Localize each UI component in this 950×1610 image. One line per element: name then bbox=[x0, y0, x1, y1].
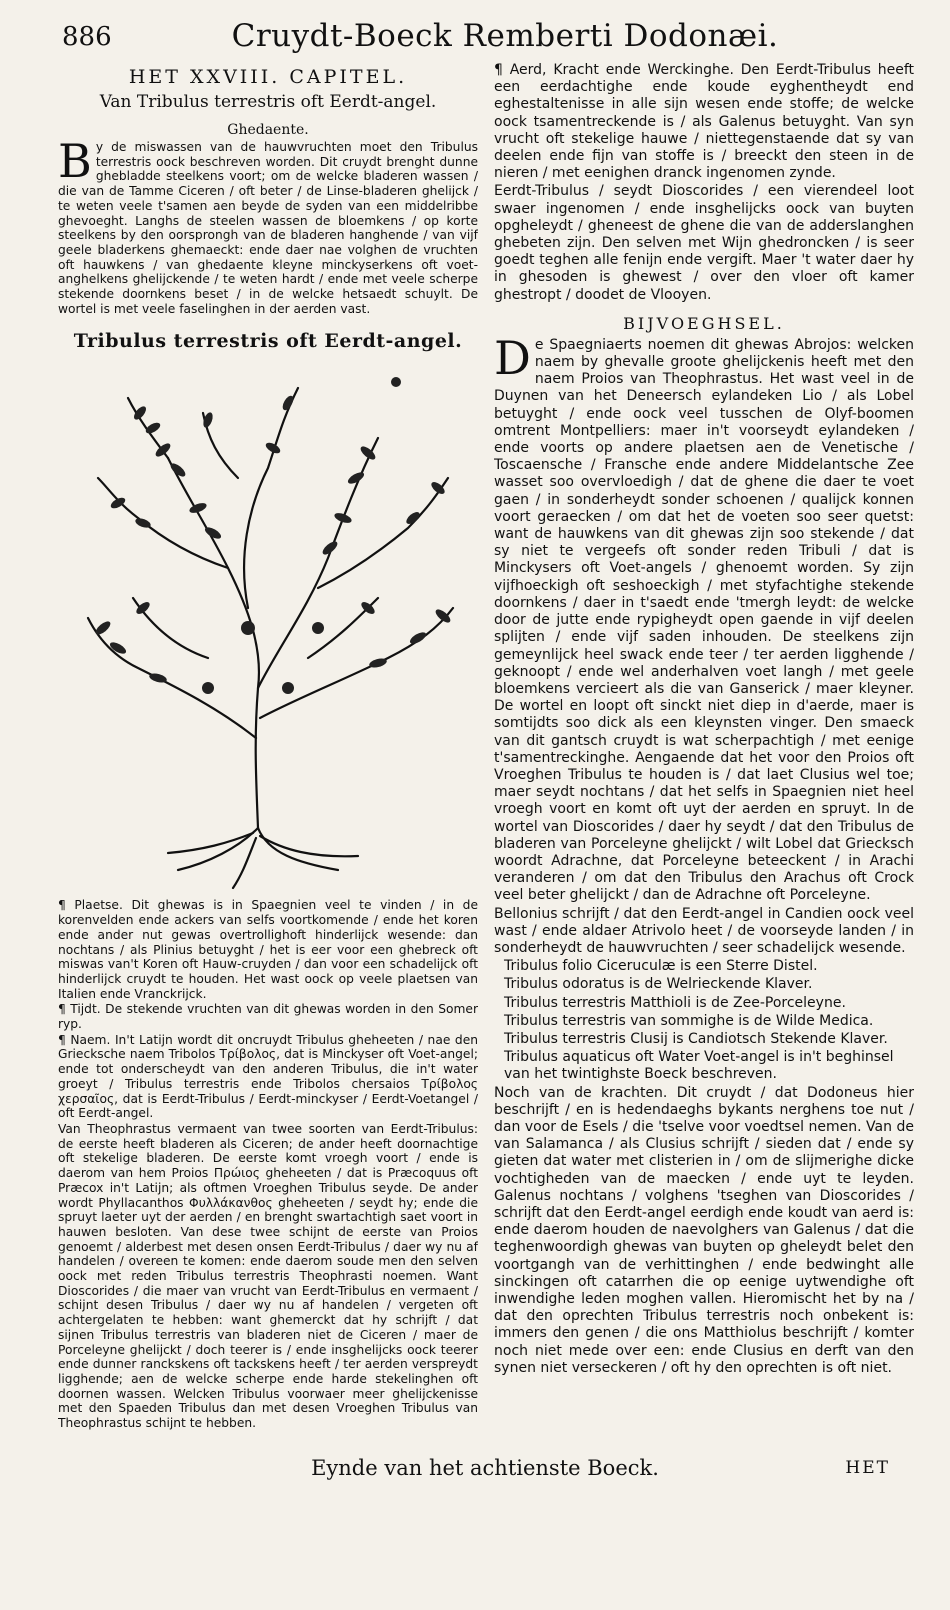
section-heading-ghedaente: Ghedaente. bbox=[227, 122, 309, 138]
paragraph-naem: ¶ Naem. In't Latijn wordt dit oncruydt Tribulus gheheeten / nae den Griecksche naem Tribolos Τρίβολος, dat is Minckyser oft Voet-angel; ende tot onderscheydt van den anderen Tribulus, die in't water groeyt / Tribulus terrestris ende Tribolos chersaios Τρίβολος χερσαῖος, dat is Eerdt-Tribulus / Eerdt-minckyser / Eerdt-Voetangel / oft Eerdt-angel. bbox=[58, 1032, 478, 1121]
paragraph-ghedaente bbox=[58, 134, 478, 316]
list-item: Tribulus aquaticus oft Water Voet-angel is in't beghinsel van het twintighste Boeck beschreven. bbox=[504, 1049, 894, 1083]
paragraph-bijvoeghsel bbox=[494, 330, 914, 905]
figure-caption: Tribulus terrestris oft Eerdt-angel. bbox=[73, 330, 463, 353]
chapter-subtitle: Van Tribulus terrestris oft Eerdt-angel. bbox=[99, 92, 437, 112]
list-item: Tribulus terrestris van sommighe is de Wilde Medica. bbox=[504, 1012, 874, 1029]
paragraph-aerd: ¶ Aerd, Kracht ende Werckinghe. Den Eerdt-Tribulus heeft een eerdachtighe ende koude eyghentheydt end eghestaltenisse in alle sijn wesen ende stoffe; de welcke oock tsamentreckende is / als Galenus betuyght. Van syn vrucht oft stekelige hauwe / niettegenstaende dat sy van deelen ende fijn van stoffe is / breeckt den steen in de nieren / met eenighen dranck ingenomen zynde. bbox=[494, 62, 914, 182]
list-item: Tribulus odoratus is de Welrieckende Klaver. bbox=[504, 976, 813, 993]
chapter-title: HET XXVIII. CAPITEL. bbox=[128, 66, 408, 88]
left-column bbox=[58, 62, 478, 1440]
list-item: Tribulus terrestris Clusij is Candiotsch Stekende Klaver. bbox=[504, 1030, 888, 1047]
paragraph-theophrastus: Van Theophrastus vermaent van twee soorten van Eerdt-Tribulus: de eerste heeft bladeren als Ciceren; de ander heeft doornachtige oft stekelige bladeren. De eerste komt vroegh voort / ende is daerom van hem Proios Πρώιος gheheeten / dat is Præcoquus oft Præcox in't Latijn; als oftmen Vroeghen Tribulus seyde. De ander wordt Phyllacanthos Φυλλάκανθος gheheeten / seydt hy; ende die spruyt laeter uyt der aerden / en brenght swartachtigh saet voort in hauwen besloten. Van dese twee schijnt de eerste van Proios genoemt / alderbest met desen onsen Eerdt-Tribulus / daer wy nu af handelen / overeen te komen: ende daerom soude men den selven oock met reden Tribulus terrestris Theophrasti noemen. Want Dioscorides / die maer van vrucht van Eerdt-Tribulus en vermaent / schijnt desen Tribulus / daer wy nu af handelen / vergeten oft achtergelaten te hebben: want ghemerckt dat hy schrijft / dat sijnen Tribulus terrestris van bladeren niet de Ciceren / maer de Porceleyne ghelijckt / doch teerer is / ende insghelijcks oock teerer ende dunner ranckskens oft tackskens heeft / ter aerden verspreydt ligghende; aen de welcke scherpe ende harde stekelinghen oft doornen wassen. Welcken Tribulus voorwaer meer ghelijckenisse met den Spaeden Tribulus dan met desen Vroeghen Tribulus van Theophrastus schijnt te hebben. bbox=[58, 1121, 478, 1431]
paragraph-plaetse: ¶ Plaetse. Dit ghewas is in Spaegnien veel te vinden / in de korenvelden ende ackers van selfs voortkomende / ende het koren ende ander nut gewas overtrollighoft hinderlijck wesende: dan nochtans / als Plinius betuyght / het is eer voor een ghebreck oft miswas van't Koren oft Hauw-cruyden / dan voor een schadelijck oft hinderlijck cruydt te houden. Het wast oock op veele plaetsen van Italien ende Vranckrijck. bbox=[58, 898, 478, 1001]
paragraph-dioscorides: Eerdt-Tribulus / seydt Dioscorides / een vierendeel loot swaer ingenomen / ende insghelijcks oock van buyten opgheleydt / gheneest de ghene die van de adderslanghen ghebeten zijn. Den selven met Wijn ghedroncken / is seer goedt teghen alle fenijn ende vergift. Maer 't water daer hy in ghesoden is ghewest / over den vloer oft kamer ghestropt / doodet de Vlooyen. bbox=[494, 183, 914, 303]
tribulus-plant-illustration bbox=[58, 358, 478, 898]
catchword: HET bbox=[845, 1458, 890, 1478]
list-item: Tribulus terrestris Matthioli is de Zee-Porceleyne. bbox=[504, 994, 846, 1011]
synonym-list bbox=[494, 958, 914, 1083]
paragraph-bellonius: Bellonius schrijft / dat den Eerdt-angel in Candien oock veel wast / ende aldaer Atrivolo heet / de voorseyde landen / in sonderheydt de hauwvruchten / seer schadelijck wesende. bbox=[494, 905, 914, 956]
section-heading-bijvoeghsel: BIJVOEGHSEL. bbox=[623, 313, 785, 333]
book-end-title: Eynde van het achtienste Boeck. bbox=[311, 1456, 659, 1480]
right-column bbox=[494, 62, 914, 1440]
paragraph-krachten: Noch van de krachten. Dit cruydt / dat Dodoneus hier beschrijft / en is hedendaeghs bykants nerghens toe nut / dan voor de Esels / die 'tselve voor voedtsel nemen. Van de van Salamanca / als Clusius schrijft / sieden dat / ende sy gieten dat water met clisterien in / om de slijmerighe dicke vochtigheden van de maecken / ende uyt te leyden. Galenus nochtans / volghens 'tseghen van Dioscorides / schrijft dat den Eerdt-angel eerdigh ende koudt van aerd is: ende daerom houden de naevolghers van Galenus / dat die teghenwoordigh ghewas van buyten op gheleydt belet den voortgangh van de verhittinghen / ende bedwinght alle sinckingen oft catarrhen die op eenige uytwendighe oft inwendighe leden moghen vallen. Hieromischt het by na / dat den oprechten Tribulus terrestris noch onbekent is: immers den genen / die ons Matthiolus beschrijft / komter noch niet mede over een: ende Clusius en derft van den synen niet verseckeren / oft hy den oprechten is oft niet. bbox=[494, 1084, 914, 1376]
paragraph-text: e Spaegniaerts noemen dit ghewas Abrojos: welcken naem by ghevalle groote ghelijckenis heeft met den naem Proios van Theophrastus. Het wast veel in de Duynen van het Deneersch eylandeken Lio / als Lobel betuyght / ende oock veel tusschen de Olyf-boomen omtrent Montpelliers: maer in't voorseydt eylandeken / ende voorts op andere plaetsen aen de Venetische / Toscaensche / Fransche ende andere Middelantsche Zee wasset soo overvloedigh / dat de ghene die daer te voet gaen / in sonderheydt sonder schoenen / qualijck konnen voort geraecken / om dat het de voeten soo seer quetst: want de hauwkens van dit ghewas zijn soo stekende / dat sy niet te vergeefs oft sonder reden Tribuli / dat is Minckysers oft Voet-angels / ghenoemt worden. Sy zijn vijfhoeckigh oft seshoeckigh / met styfachtighe stekende doornkens / daer in t'saedt ende 'tmergh leydt: de welcke door de jutte ende rypigheydt open gaende in vijf deelen splijten / ende vijf saden inhouden. De steelkens zijn gemeynlijck heel swack ende teer / ter aerden ligghende / geknoopt / ende wel anderhalven voet langh / met geele bloemkens vercieert als die van Ganserick / maer kleyner. De wortel en loopt oft sinckt niet diep in d'aerde, maer is somtijdts soo dick als een kleynsten vinger. Den smaeck van dit gantsch cruydt is wat scherpachtigh / met eenige t'samentreckinghe. Aengaende dat het voor den Proios oft Vroeghen Tribulus te houden is / dat laet Clusius wel toe; maer seydt nochtans / dat het selfs in Spaegnien niet heel vroegh voort en komt oft uyt der aerden en spruyt. In de wortel van Dioscorides / daer hy seydt / dat den Tribulus de bladeren van Porceleyne ghelijckt / wilt Lobel dat Griecksch woordt Adrachne, dat Porceleyne beteeckent / in Arachi veranderen / om dat den Tribulus den Arachus oft Crock veel beter ghelijckt / dan de Adrachne oft Porceleyne. bbox=[494, 336, 914, 904]
list-item: Tribulus folio Ciceruculæ is een Sterre Distel. bbox=[504, 958, 818, 975]
page-number: 886 bbox=[62, 22, 112, 52]
running-title: Cruydt-Boeck Remberti Dodonæi. bbox=[231, 18, 779, 54]
paragraph-text: y de miswassen van de hauwvruchten moet den Tribulus terrestris oock beschreven worden. Dit cruydt brenght dunne ghebladde steelkens voort; om de welcke bladeren wassen / die van de Tamme Ciceren / oft beter / de Linse-bladeren ghelijck / te weten veele t'samen aen beyde de syden van een middelribbe ghevoeght. Langhs de steelen wassen de bloemkens / op korte steelkens by den oorsprongh van de bladeren hanghende / van vijf geele bladerkens ghemaeckt: ende daer nae volghen de vruchten oft hauwkens / van ghedaente kleyne minckyserkens oft voet-anghelkens ghelijckende / te weten hardt / ende met veele scherpe stekende doornkens beset / in de welcke hetsaedt schuylt. De wortel is met veele faselinghen in der aerden vast. bbox=[58, 140, 478, 316]
drop-cap: B bbox=[58, 134, 92, 188]
drop-cap-d: D bbox=[494, 330, 531, 385]
paragraph-tijdt: ¶ Tijdt. De stekende vruchten van dit ghewas worden in den Somer ryp. bbox=[58, 1002, 478, 1032]
